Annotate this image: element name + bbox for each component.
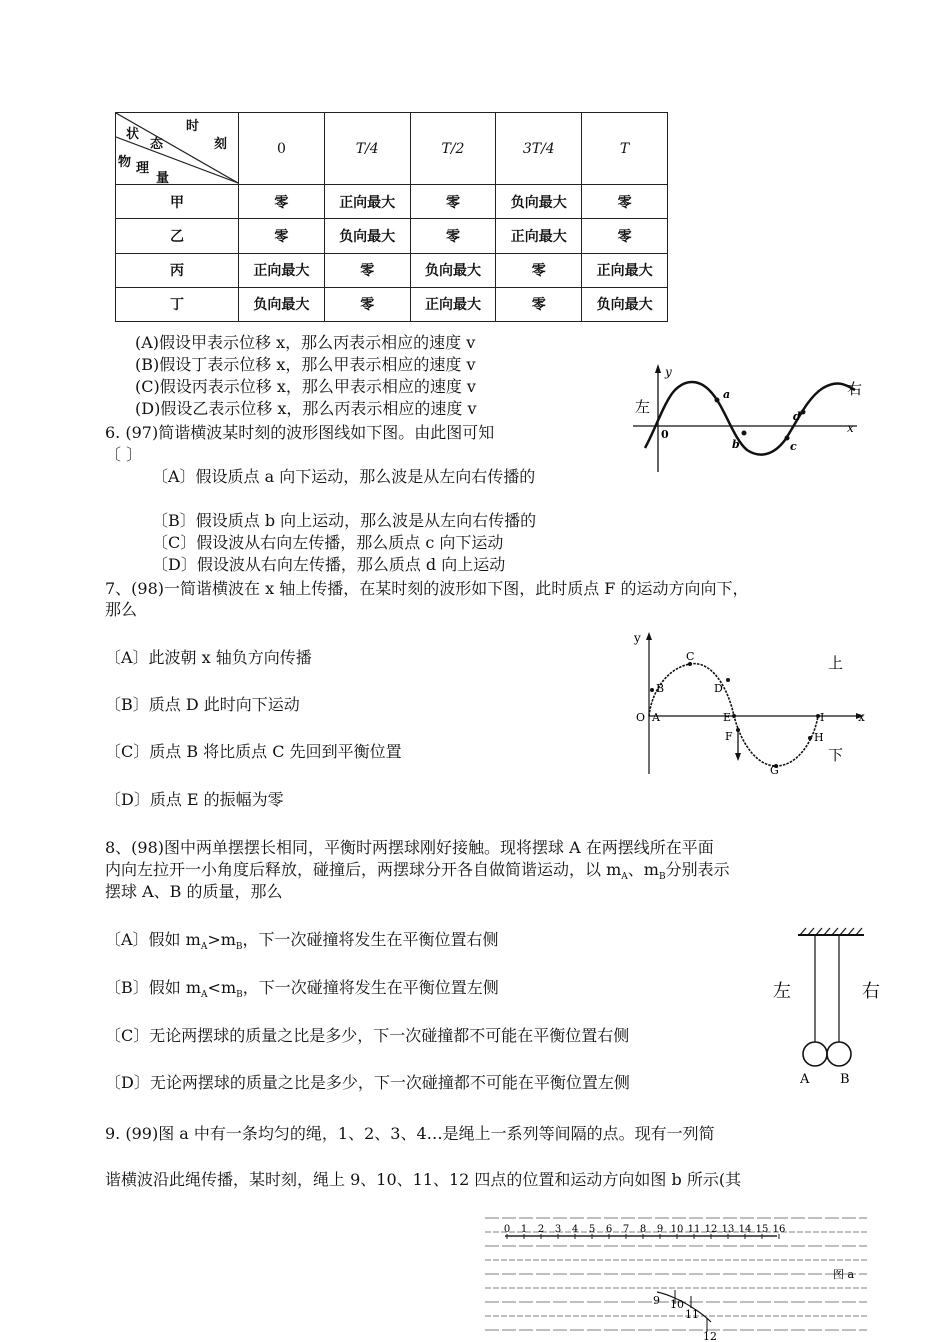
- header-cell: 3T/4: [496, 113, 582, 185]
- q6-answer-paren: 〔 〕: [105, 445, 143, 464]
- table-cell: 正向最大: [324, 185, 410, 219]
- state-table: [115, 112, 668, 322]
- q9-stem-line1: 9. (99)图 a 中有一条均匀的绳，1、2、3、4…是绳上一系列等间隔的点。现有一列简: [105, 1124, 715, 1143]
- corner-state-2: 态: [150, 137, 164, 152]
- label-b: b: [732, 438, 740, 451]
- up-label: 上: [828, 654, 844, 672]
- table-cell: 正向最大: [582, 253, 668, 287]
- label-B: B: [656, 682, 665, 695]
- rope-point-label: 5: [588, 1224, 596, 1235]
- label-d: d: [793, 410, 801, 423]
- table-row: [116, 287, 668, 321]
- point-e: [732, 714, 736, 718]
- right-label: 右: [847, 380, 863, 398]
- left-label: 左: [635, 398, 651, 416]
- q6-option-c: 〔C〕假设波从右向左传播，那么质点 c 向下运动: [152, 533, 504, 552]
- table-row: [116, 253, 668, 287]
- header-cell: T: [582, 113, 668, 185]
- label-c: c: [790, 440, 797, 453]
- q8-stem-line1: 8、(98)图中两单摆摆长相同，平衡时两摆球刚好接触。现将摆球 A 在两摆线所在平面: [105, 838, 714, 857]
- point-d: [726, 678, 730, 682]
- origin-label: O: [636, 711, 646, 724]
- row-label: 乙: [116, 219, 239, 253]
- label-D: D: [714, 682, 723, 695]
- q7-stem-line1: 7、(98)一简谐横波在 x 轴上传播，在某时刻的波形如下图，此时质点 F 的运动方向向下，: [105, 579, 749, 598]
- table-cell: 零: [239, 219, 325, 253]
- header-cell: T/4: [324, 113, 410, 185]
- table-corner-cell: [116, 113, 239, 185]
- rope-point-label: 4: [571, 1224, 579, 1235]
- point-a: [715, 398, 720, 403]
- header-cell: 0: [239, 113, 325, 185]
- label-I: I: [820, 711, 825, 724]
- y-arrow-icon: [655, 364, 661, 373]
- point-h: [808, 736, 812, 740]
- label-12: 12: [703, 1330, 717, 1342]
- header-cell: T/2: [410, 113, 496, 185]
- rope-b-curve: [657, 1292, 711, 1322]
- q6-option-d: 〔D〕假设波从右向左传播，那么质点 d 向上运动: [152, 555, 506, 574]
- rope-point-label: 3: [554, 1224, 562, 1235]
- label-10: 10: [670, 1298, 684, 1311]
- point-c: [785, 436, 790, 441]
- table-cell: 零: [582, 219, 668, 253]
- table-cell: 零: [496, 253, 582, 287]
- q8-stem-line2: 内向左拉开一小角度后释放，碰撞后，两摆球分开各自做简谐运动，以 $m_A$、$m_B$分别表示: [105, 860, 730, 883]
- x-label: x: [858, 710, 865, 724]
- x-label: x: [847, 421, 854, 435]
- corner-time-2: 刻: [214, 137, 228, 152]
- q7-option-c: 〔C〕质点 B 将比质点 C 先回到平衡位置: [105, 742, 402, 761]
- rope-point-label: 1: [520, 1224, 528, 1235]
- q6-option-a: 〔A〕假设质点 a 向下运动，那么波是从左向右传播的: [152, 467, 536, 486]
- rope-point-label: 14: [738, 1224, 752, 1235]
- q7-option-b: 〔B〕质点 D 此时向下运动: [105, 695, 300, 714]
- table-cell: 负向最大: [582, 287, 668, 321]
- table-cell: 正向最大: [239, 253, 325, 287]
- point-b: [742, 431, 747, 436]
- wave-curve: [645, 382, 855, 455]
- table-row: [116, 185, 668, 219]
- point-b: [650, 688, 654, 692]
- rope-point-label: 7: [622, 1224, 630, 1235]
- q6-option-b: 〔B〕假设质点 b 向上运动，那么波是从左向右传播的: [152, 511, 537, 530]
- table-cell: 正向最大: [496, 219, 582, 253]
- label-G: G: [770, 764, 779, 777]
- f-arrow-icon: [735, 753, 741, 761]
- rope-point-label: 10: [670, 1224, 684, 1235]
- ceiling-hatch: [800, 928, 862, 935]
- point-d: [801, 410, 806, 415]
- q8-option-a: 〔A〕假如 $m_A>m_B$，下一次碰撞将发生在平衡位置右侧: [105, 930, 499, 953]
- rope-point-label: 13: [721, 1224, 735, 1235]
- left-label: 左: [773, 981, 791, 1002]
- q7-option-d: 〔D〕质点 E 的振幅为零: [105, 790, 284, 809]
- label-B: B: [840, 1072, 850, 1087]
- q8-option-b: 〔B〕假如 $m_A<m_B$，下一次碰撞将发生在平衡位置左侧: [105, 978, 499, 1001]
- q5-option-c: (C)假设丙表示位移 x，那么甲表示相应的速度 v: [135, 377, 476, 396]
- label-E: E: [723, 711, 732, 724]
- label-9: 9: [653, 1294, 660, 1307]
- rope-point-label: 0: [503, 1224, 511, 1235]
- table-cell: 负向最大: [410, 253, 496, 287]
- q5-option-d: (D)假设乙表示位移 x，那么丙表示相应的速度 v: [135, 399, 477, 418]
- label-11: 11: [685, 1308, 699, 1321]
- q6-stem: 6. (97)简谐横波某时刻的波形图线如下图。由此图可知: [105, 423, 495, 442]
- q8-stem-line3: 摆球 A、B 的质量，那么: [105, 882, 283, 901]
- corner-quantity-1: 物: [118, 155, 132, 170]
- label-H: H: [814, 731, 824, 744]
- corner-time-1: 时: [186, 119, 200, 134]
- table-cell: 负向最大: [496, 185, 582, 219]
- down-label: 下: [828, 746, 844, 764]
- table-cell: 零: [324, 253, 410, 287]
- table-row: [116, 219, 668, 253]
- table-cell: 零: [410, 185, 496, 219]
- label-a: a: [723, 388, 731, 401]
- q7-option-a: 〔A〕此波朝 x 轴负方向传播: [105, 648, 312, 667]
- label-F: F: [725, 730, 733, 743]
- y-label: y: [665, 365, 672, 379]
- table-cell: 正向最大: [410, 287, 496, 321]
- rope-point-label: 16: [772, 1224, 786, 1235]
- point-f: [736, 728, 740, 732]
- origin-label: 0: [661, 428, 669, 441]
- ball-a: [803, 1042, 827, 1066]
- q8-pendulum-figure: [770, 925, 890, 1090]
- rope-point-label: 6: [605, 1224, 613, 1235]
- corner-quantity-3: 量: [156, 171, 170, 186]
- figure-a-ticks: [504, 1224, 786, 1239]
- rope-point-label: 11: [687, 1224, 701, 1235]
- row-label: 丁: [116, 287, 239, 321]
- q9-rope-figure: [485, 1212, 867, 1340]
- label-A: A: [652, 711, 660, 724]
- label-C: C: [686, 650, 695, 663]
- q7-stem-line2: 那么: [105, 600, 138, 619]
- row-label: 丙: [116, 253, 239, 287]
- corner-quantity-2: 理: [136, 161, 150, 176]
- q8-option-d: 〔D〕无论两摆球的质量之比是多少，下一次碰撞都不可能在平衡位置左侧: [105, 1073, 630, 1092]
- corner-state-1: 状: [126, 127, 140, 142]
- q7-wave-figure: [628, 628, 873, 778]
- rope-point-label: 8: [639, 1224, 647, 1235]
- q9-stem-line2: 谐横波沿此绳传播，某时刻，绳上 9、10、11、12 四点的位置和运动方向如图 b 所示(其: [105, 1170, 742, 1189]
- table-cell: 负向最大: [239, 287, 325, 321]
- table-cell: 零: [410, 219, 496, 253]
- q8-option-c: 〔C〕无论两摆球的质量之比是多少，下一次碰撞都不可能在平衡位置右侧: [105, 1026, 630, 1045]
- y-label: y: [634, 631, 641, 645]
- table-cell: 负向最大: [324, 219, 410, 253]
- q6-wave-figure: [625, 360, 870, 475]
- rope-point-label: 9: [656, 1224, 664, 1235]
- y-arrow-icon: [646, 632, 652, 640]
- ball-b: [827, 1042, 851, 1066]
- rope-point-label: 12: [704, 1224, 718, 1235]
- table-cell: 零: [582, 185, 668, 219]
- table-cell: 零: [324, 287, 410, 321]
- table-cell: 零: [239, 185, 325, 219]
- rope-point-label: 2: [537, 1224, 545, 1235]
- row-label: 甲: [116, 185, 239, 219]
- table-cell: 零: [496, 287, 582, 321]
- rope-point-label: 15: [755, 1224, 769, 1235]
- q5-option-a: (A)假设甲表示位移 x，那么丙表示相应的速度 v: [135, 333, 476, 352]
- q5-option-b: (B)假设丁表示位移 x，那么甲表示相应的速度 v: [135, 355, 476, 374]
- figure-a-label: 图 a: [833, 1268, 855, 1281]
- right-label: 右: [862, 981, 880, 1002]
- label-A: A: [800, 1072, 810, 1087]
